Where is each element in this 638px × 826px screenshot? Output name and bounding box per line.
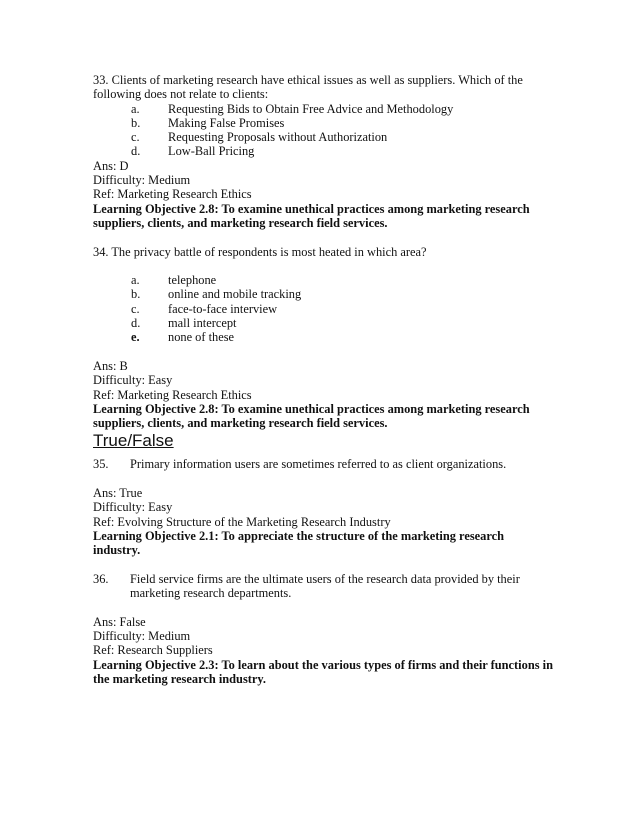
question-33	[93, 73, 553, 230]
document-page	[93, 73, 553, 686]
option-item: c. Requesting Proposals without Authorization	[131, 130, 388, 145]
answer-options	[93, 273, 553, 344]
option-item: d. mall intercept	[131, 316, 237, 331]
question-34	[93, 245, 553, 431]
difficulty: Difficulty: Easy	[93, 500, 173, 515]
difficulty: Difficulty: Easy	[93, 373, 173, 388]
reference: Ref: Marketing Research Ethics	[93, 187, 252, 202]
section-title: True/False	[93, 431, 174, 451]
option-item: e. none of these	[131, 330, 235, 345]
answer-key: Ans: True	[93, 486, 143, 501]
difficulty: Difficulty: Medium	[93, 628, 191, 643]
answer-key: Ans: False	[93, 614, 146, 629]
learning-objective: Learning Objective 2.8: To examine unethical practices among marketing research suppliers, clients, and marketing research field services.	[93, 401, 530, 431]
reference: Ref: Research Suppliers	[93, 643, 213, 658]
learning-objective: Learning Objective 2.1: To appreciate the structure of the marketing research industry.	[93, 528, 505, 558]
learning-objective: Learning Objective 2.8: To examine unethical practices among marketing research suppliers, clients, and marketing research field services.	[93, 201, 530, 230]
option-item: b. online and mobile tracking	[131, 287, 302, 302]
option-item: b. Making False Promises	[131, 115, 285, 130]
question-number: 36.	[93, 571, 109, 586]
question-stem: 34. The privacy battle of respondents is most heated in which area?	[93, 244, 427, 259]
answer-key: Ans: B	[93, 358, 128, 373]
option-item: d. Low-Ball Pricing	[131, 144, 255, 159]
question-text: Primary information users are sometimes referred to as client organizations.	[130, 457, 507, 472]
learning-objective: Learning Objective 2.3: To learn about the various types of firms and their functions in the marketing research industry.	[93, 657, 553, 686]
reference: Ref: Evolving Structure of the Marketing Research Industry	[93, 514, 391, 529]
question-stem	[93, 457, 553, 471]
question-stem	[93, 572, 553, 601]
difficulty: Difficulty: Medium	[93, 173, 191, 188]
answer-key: Ans: D	[93, 158, 129, 173]
option-item: c. face-to-face interview	[131, 301, 278, 316]
answer-options	[93, 102, 553, 159]
question-text: Field service firms are the ultimate users of the research data provided by their marketing research departments.	[130, 571, 520, 601]
reference: Ref: Marketing Research Ethics	[93, 387, 252, 402]
option-item: a. Requesting Bids to Obtain Free Advice and Methodology	[131, 101, 454, 116]
question-stem: 33. Clients of marketing research have ethical issues as well as suppliers. Which of the	[93, 73, 523, 87]
question-36	[93, 572, 553, 686]
question-number: 35.	[93, 457, 109, 472]
question-stem: following does not relate to clients:	[93, 87, 269, 102]
option-item: a. telephone	[131, 273, 217, 288]
question-35	[93, 457, 553, 557]
